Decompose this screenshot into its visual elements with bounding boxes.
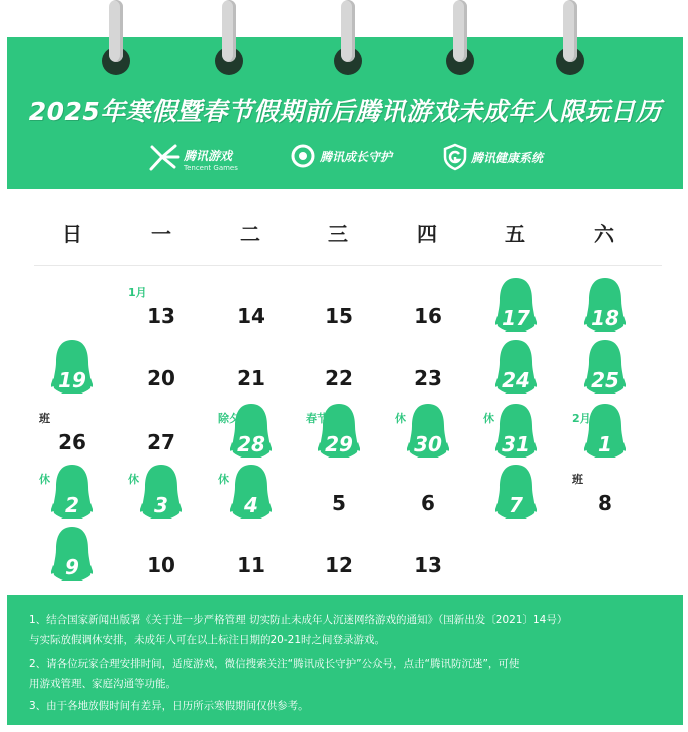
day-tag: 除夕 (218, 412, 240, 425)
day-tag: 班 (572, 473, 583, 486)
day-number: 12 (325, 553, 353, 577)
calendar-day (383, 288, 473, 348)
calendar-day (206, 350, 296, 410)
tencent-growth-guard-logo (290, 143, 392, 169)
day-number: 23 (414, 366, 442, 390)
day-number: 13 (147, 304, 175, 328)
calendar-day (206, 475, 296, 535)
day-number: 25 (591, 368, 619, 392)
day-number: 30 (414, 432, 442, 456)
calendar-day (294, 414, 384, 474)
note-line: 2、请各位玩家合理安排时间，适度游戏，微信搜索关注“腾讯成长守护”公众号，点击“腾讯防沉迷”，可使 (29, 658, 520, 670)
day-number: 22 (325, 366, 353, 390)
logo-bar (0, 143, 688, 173)
binder-ring (101, 0, 131, 75)
day-number: 16 (414, 304, 442, 328)
calendar-day (294, 350, 384, 410)
calendar-day (560, 414, 650, 474)
day-number: 24 (502, 368, 530, 392)
day-tag: 休 (128, 473, 139, 486)
day-number: 4 (244, 493, 258, 517)
calendar-day (560, 350, 650, 410)
calendar-day (116, 288, 206, 348)
weekday-label: 三 (328, 222, 348, 246)
calendar-title: 2025年寒假暨春节假期前后腾讯游戏未成年人限玩日历 (28, 97, 662, 126)
weekday-label: 日 (62, 222, 82, 246)
day-tag: 休 (395, 412, 406, 425)
day-number: 3 (154, 493, 168, 517)
day-number: 26 (58, 430, 86, 454)
day-number: 7 (509, 493, 523, 517)
weekday-label: 一 (151, 222, 171, 246)
calendar-day (206, 537, 296, 597)
day-number: 9 (65, 555, 79, 579)
calendar-day (383, 475, 473, 535)
calendar-day (294, 475, 384, 535)
day-number: 19 (58, 368, 86, 392)
calendar-day (206, 288, 296, 348)
binder-ring (333, 0, 363, 75)
day-number: 5 (332, 491, 346, 515)
calendar-day (471, 350, 561, 410)
calendar-day (383, 350, 473, 410)
calendar-day (560, 475, 650, 535)
tencent-health-system-logo (442, 143, 543, 171)
note-line: 1、结合国家新闻出版署《关于进一步严格管理 切实防止未成年人沉迷网络游戏的通知》（国新出发〔2021〕14号） (29, 614, 568, 626)
day-number: 18 (591, 306, 619, 330)
tencent-games-logo (147, 143, 238, 173)
day-number: 13 (414, 553, 442, 577)
weekday-label: 二 (240, 222, 260, 246)
calendar-day (383, 414, 473, 474)
day-tag: 班 (39, 412, 50, 425)
logo-label: 腾讯健康系统 (471, 150, 544, 165)
weekday-label: 六 (594, 222, 614, 246)
day-number: 8 (598, 491, 612, 515)
calendar-day (383, 537, 473, 597)
shield-icon (442, 143, 468, 171)
binder-ring (214, 0, 244, 75)
calendar-day (116, 475, 206, 535)
day-tag: 1月 (128, 286, 147, 299)
calendar-day (294, 537, 384, 597)
day-number: 17 (502, 306, 530, 330)
calendar-day (116, 537, 206, 597)
calendar-day (560, 537, 650, 597)
note-line: 用游戏管理、家庭沟通等功能。 (29, 678, 176, 690)
calendar-day (27, 350, 117, 410)
calendar-day (27, 537, 117, 597)
day-number: 14 (237, 304, 265, 328)
day-number: 10 (147, 553, 175, 577)
day-number: 28 (237, 432, 265, 456)
growth-guard-icon (290, 143, 316, 169)
logo-label: 腾讯成长守护 (320, 149, 393, 164)
binder-ring (445, 0, 475, 75)
calendar-day (294, 288, 384, 348)
day-number: 15 (325, 304, 353, 328)
day-number: 31 (502, 432, 530, 456)
day-tag: 休 (483, 412, 494, 425)
weekday-label: 四 (417, 222, 437, 246)
note-line: 3、由于各地放假时间有差异，日历所示寒假期间仅供参考。 (29, 700, 309, 712)
day-tag: 2月 (572, 412, 591, 425)
day-number: 20 (147, 366, 175, 390)
day-tag: 休 (218, 473, 229, 486)
day-number: 29 (325, 432, 353, 456)
tencent-games-icon (147, 143, 181, 173)
day-number: 27 (147, 430, 175, 454)
day-tag: 休 (39, 473, 50, 486)
day-number: 2 (65, 493, 79, 517)
day-number: 11 (237, 553, 265, 577)
weekday-label: 五 (505, 222, 525, 246)
weekday-header (0, 218, 688, 246)
day-tag: 春节 (306, 412, 328, 425)
divider (34, 265, 662, 266)
binder-ring (555, 0, 585, 75)
logo-label: 腾讯游戏 (184, 148, 233, 163)
logo-sub-label: Tencent Games (184, 163, 238, 172)
calendar-day (116, 350, 206, 410)
day-number: 21 (237, 366, 265, 390)
day-number: 6 (421, 491, 435, 515)
day-number: 1 (598, 432, 612, 456)
calendar-day (471, 537, 561, 597)
calendar-day (471, 475, 561, 535)
note-line: 与实际放假调休安排，未成年人可在以上标注日期的20-21时之间登录游戏。 (29, 634, 386, 646)
